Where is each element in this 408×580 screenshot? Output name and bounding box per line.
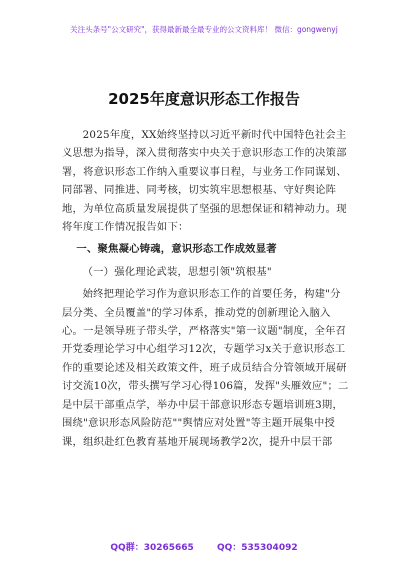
- qq-contact-link[interactable]: QQ：535304092: [216, 543, 298, 553]
- sub-heading: （一）强化理论武装，思想引领"筑根基": [82, 265, 272, 278]
- document-title: 2025年度意识形态工作报告: [108, 90, 300, 108]
- body-paragraph: 始终把理论学习作为意识形态工作的首要任务，构建"分层分类、全员覆盖"的学习体系，推动党的创新理论入脑入心。一是领导班子带头学，严格落实"第一议题"制度，全年召开党委理论学习中心组学习12次，专题学习x关于意识形态工作的重要论述及相关政策文件，班子成员结合分管领域开展研讨交流10次，带头撰写学习心得106篇，发挥"头雁效应"；二是中层干部重点学，举办中层干部意识形态专题培训班3期，围绕"意识形态风险防范""舆情应对处置"等主题开展集中授课，组织赴红色教育基地开展现场教学2次，提升中层干部: [62, 288, 349, 448]
- intro-paragraph: 2025年度，XX始终坚持以习近平新时代中国特色社会主义思想为指导，深入贯彻落实中央关于意识形态工作的决策部署，将意识形态工作纳入重要议事日程，与业务工作同谋划、同部署、同推进、同考核，切实筑牢思想根基、守好舆论阵地，为单位高质量发展提供了坚强的思想保证和精神动力。现将年度工作情况报告如下：: [62, 129, 347, 234]
- document-body: [62, 126, 350, 451]
- section-heading: 一、聚焦凝心铸魂，意识形态工作成效显著: [76, 243, 277, 256]
- footer-contact: [0, 540, 408, 553]
- header-note: 关注头条号"公文研究"，获得最新最全最专业的公文资料库！ 微信：gongwenyj: [70, 25, 338, 34]
- qq-group-link[interactable]: QQ群：30265665: [110, 543, 194, 553]
